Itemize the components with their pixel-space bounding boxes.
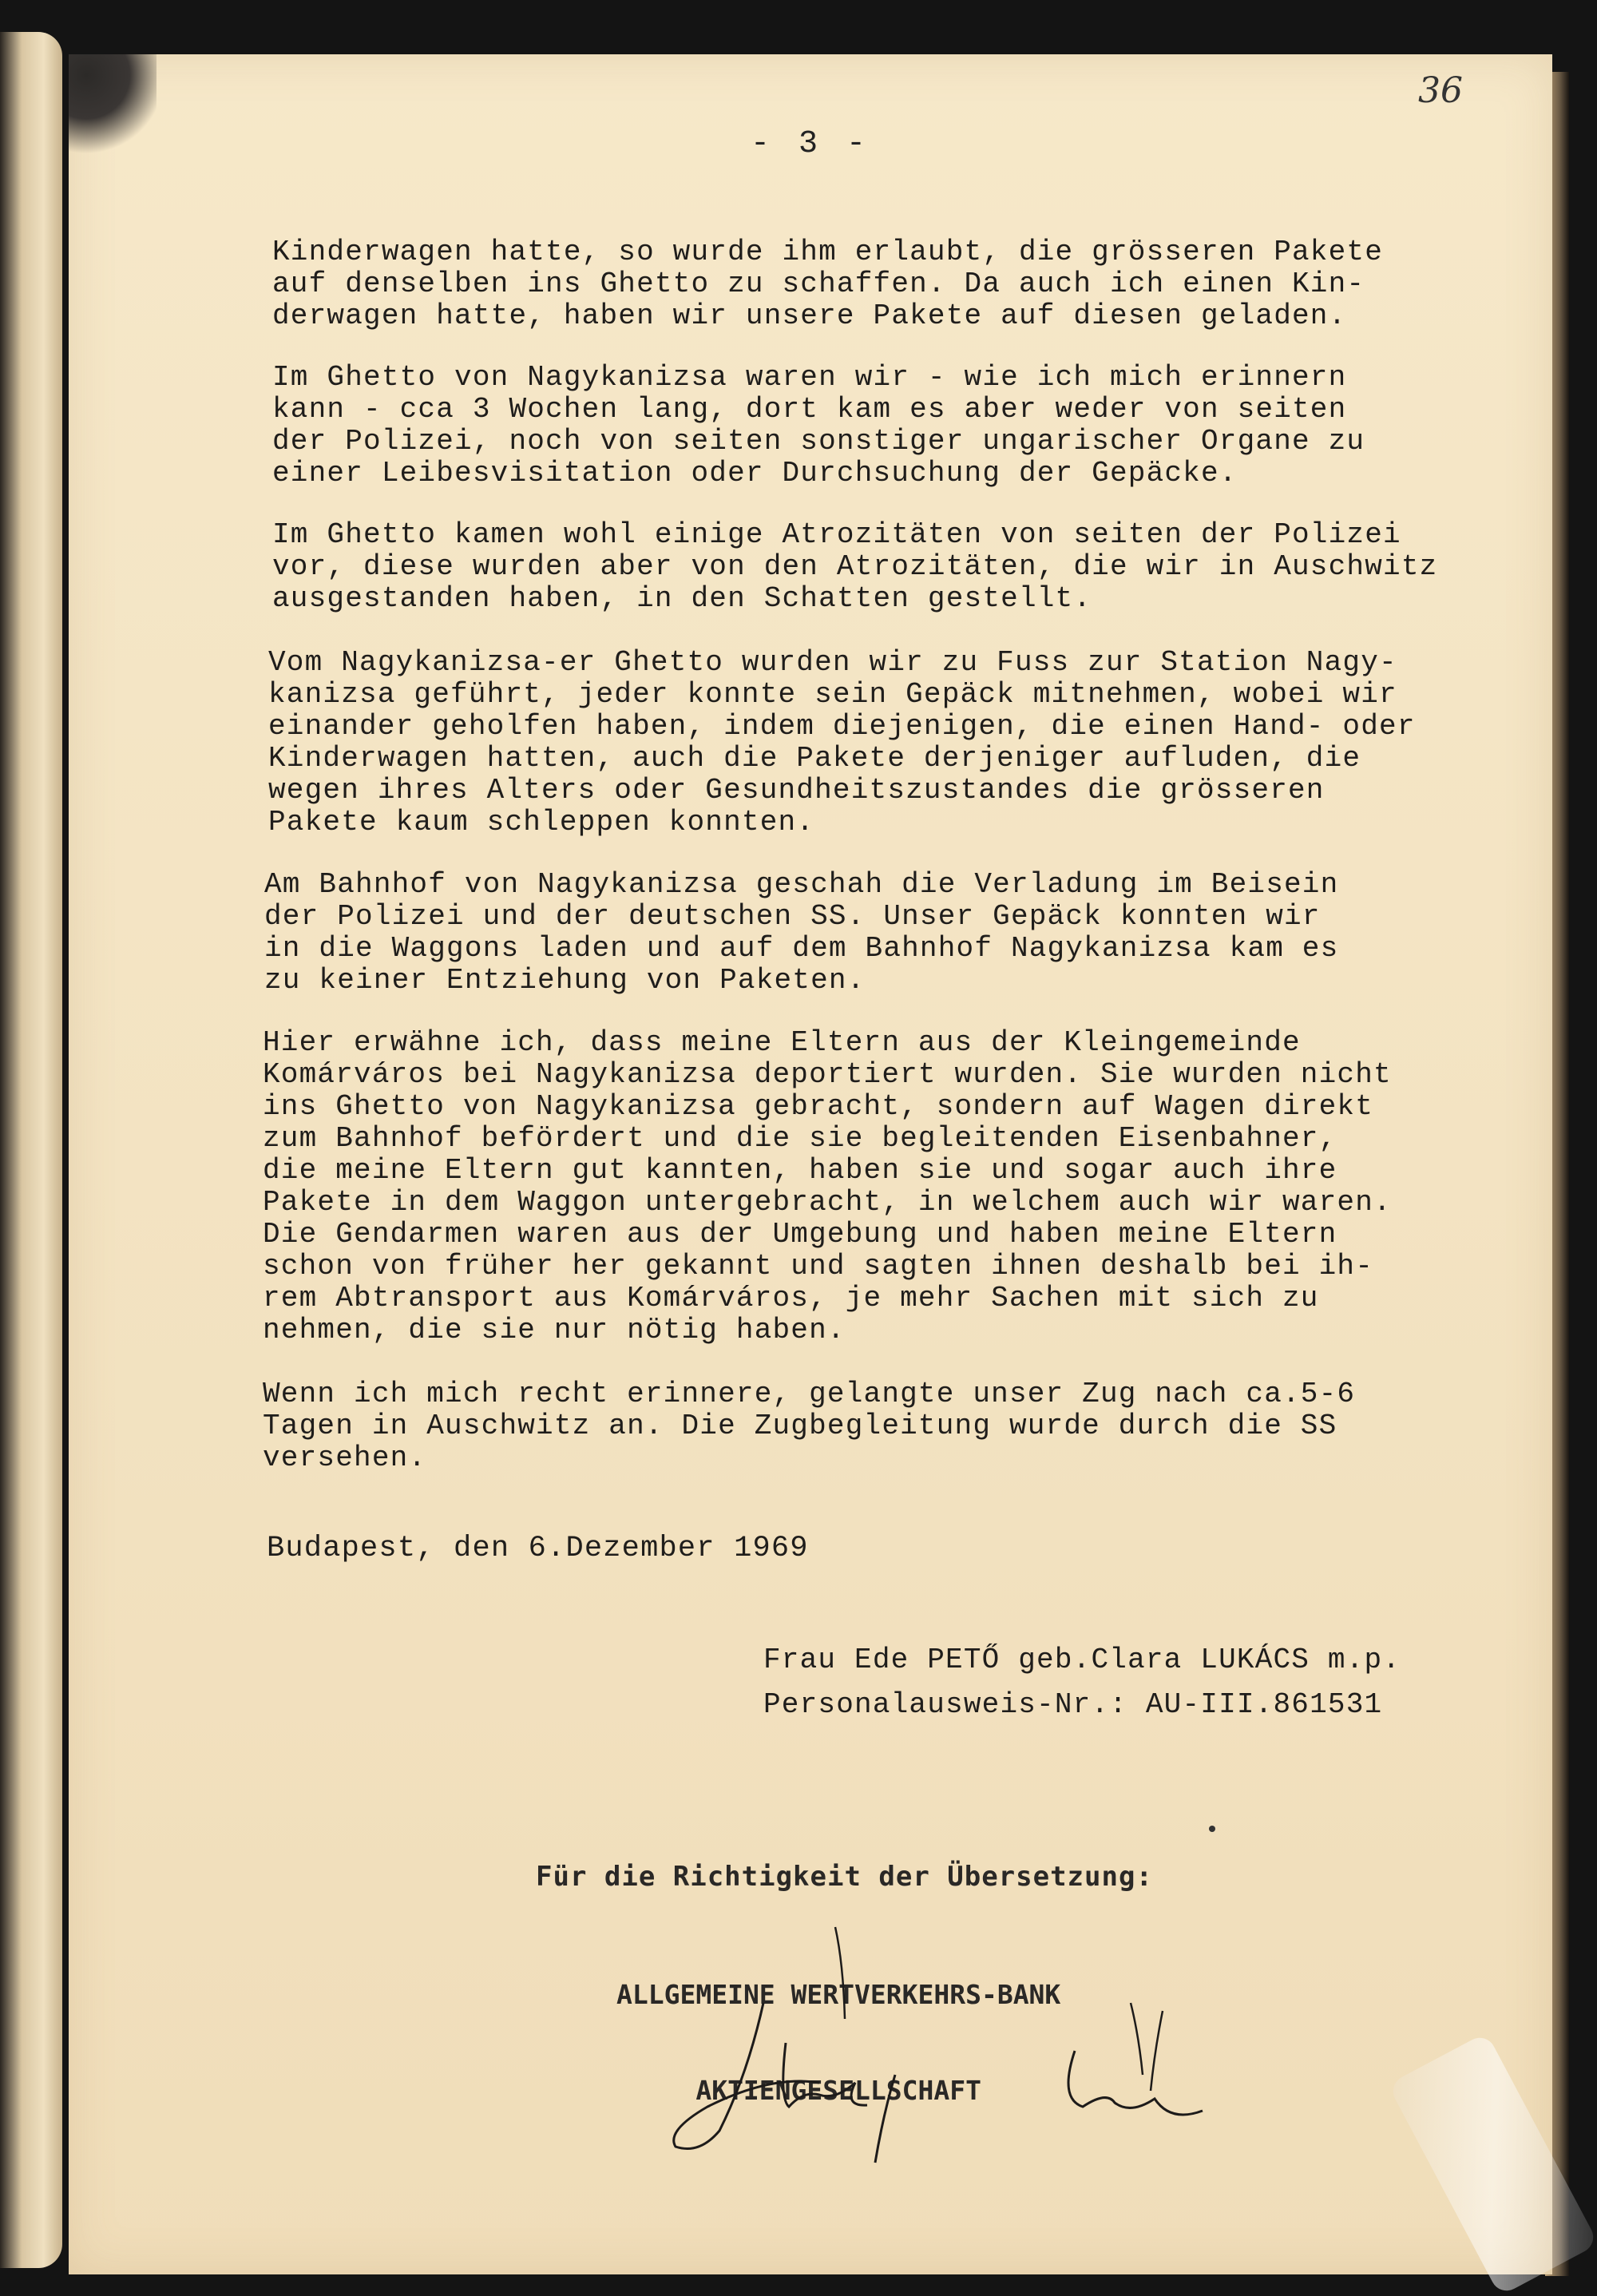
bank-name: ALLGEMEINE WERTVERKEHRS-BANK — [616, 1979, 1061, 2010]
signature-1-stroke-b — [783, 2043, 867, 2107]
paragraph-7: Wenn ich mich recht erinnere, gelangte unser Zug nach ca.5-6 Tagen in Auschwitz an. Die Zugbegleitung wurde durch die SS versehen. — [263, 1378, 1356, 1474]
paragraph-1: Kinderwagen hatte, so wurde ihm erlaubt, die grösseren Pakete auf denselben ins Ghetto zu schaffen. Da auch ich einen Kin- derwagen hatte, haben wir unsere Pakete auf diesen geladen. — [272, 236, 1384, 332]
paragraph-6: Hier erwähne ich, dass meine Eltern aus der Kleingemeinde Komárváros bei Nagykanizsa deportiert wurden. Sie wurden nicht ins Ghetto von Nagykanizsa gebracht, sondern auf Wagen direkt zum Bahnhof befördert und die sie begleitenden Eisenbahner, die meine Eltern gut kannten, haben sie und sogar auch ihre Pakete in dem Waggon untergebracht, in welchem auch wir waren. Die Gendarmen waren aus der Umgebung und haben meine Eltern schon von früher her gekannt und sagten ihnen deshalb bei ih- rem Abtransport aus Komárváros, je mehr Sachen mit sich zu nehmen, die sie nur nötig haben. — [263, 1026, 1392, 1346]
paragraph-4: Vom Nagykanizsa-er Ghetto wurden wir zu Fuss zur Station Nagy- kanizsa geführt, jeder konnte sein Gepäck mitnehmen, wobei wir einander geholfen haben, indem diejenigen, die einen Hand- oder Kinderwagen hatten, auch die Pakete derjeniger aufluden, die wegen ihres Alters oder Gesundheitszustandes die grösseren Pakete kaum schleppen konnten. — [268, 646, 1416, 839]
paragraph-3: Im Ghetto kamen wohl einige Atrozitäten von seiten der Polizei vor, diese wurden aber von den Atrozitäten, die wir in Auschwitz ausgestanden haben, in den Schatten gestellt. — [272, 518, 1438, 615]
signatory-name: Frau Ede PETŐ geb.Clara LUKÁCS m.p. — [763, 1644, 1401, 1676]
signature-1-stroke-a — [674, 2003, 819, 2149]
place-date: Budapest, den 6.Dezember 1969 — [267, 1532, 809, 1565]
signature-2-stroke-a — [835, 1927, 845, 2019]
page-content — [69, 54, 1552, 2274]
bank-type: AKTIENGESELLSCHAFT — [695, 2075, 981, 2106]
signature-1-slash — [875, 2075, 895, 2163]
ink-dot — [1209, 1826, 1215, 1832]
folio-number: 36 — [1418, 70, 1463, 111]
signatory-id: Personalausweis-Nr.: AU-III.861531 — [763, 1688, 1383, 1721]
handwritten-signatures — [580, 1891, 1298, 2179]
signature-2-stroke-d — [1151, 2011, 1163, 2091]
paragraph-5: Am Bahnhof von Nagykanizsa geschah die Verladung im Beisein der Polizei und der deutschen SS. Unser Gepäck konnten wir in die Waggons laden und auf dem Bahnhof Nagykanizsa kam es zu keiner Entziehung von Paketen. — [264, 868, 1339, 997]
paragraph-2: Im Ghetto von Nagykanizsa waren wir - wie ich mich erinnern kann - cca 3 Wochen lang, dort kam es aber weder von seiten der Polizei, noch von seiten sonstiger ungarischer Organe zu einer Leibesvisitation oder Durchsuchung der Gepäcke. — [272, 361, 1365, 490]
certification-heading: Für die Richtigkeit der Übersetzung: — [536, 1861, 1153, 1893]
signature-2-stroke-c — [1131, 2003, 1143, 2075]
adjacent-page-edge — [0, 32, 62, 2268]
signature-2-stroke-b — [1068, 2051, 1203, 2115]
page-number: - 3 - — [750, 126, 871, 162]
